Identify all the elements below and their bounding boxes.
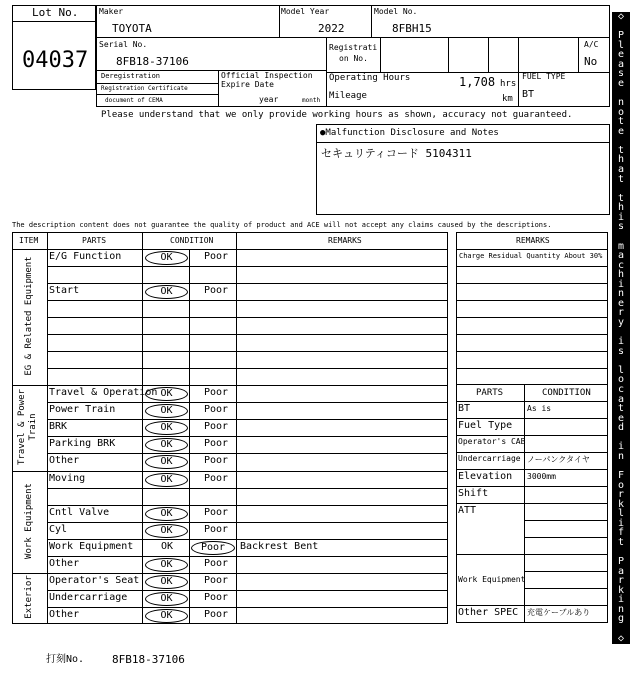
side-notice-char: k xyxy=(617,584,625,596)
parts-row-condition: ノーパンクタイヤ xyxy=(527,455,590,465)
registration-certificate-label: Registration Certificate xyxy=(101,85,188,92)
serial-label: Serial No. xyxy=(99,40,148,49)
poor-option[interactable]: Poor xyxy=(204,251,229,262)
poor-option[interactable]: Poor xyxy=(204,421,229,433)
section-exterior: Exterior xyxy=(24,575,34,619)
hrs-label: hrs xyxy=(500,79,517,89)
header-item: ITEM xyxy=(19,236,39,245)
poor-option[interactable]: Poor xyxy=(191,541,235,555)
side-notice-char: o xyxy=(617,479,625,491)
year-label: year xyxy=(259,95,279,104)
ok-option[interactable]: OK xyxy=(145,438,188,452)
side-notice-char: f xyxy=(617,527,625,539)
ok-option[interactable]: OK xyxy=(145,575,188,589)
side-notice-char: t xyxy=(617,173,625,185)
model-no-label: Model No. xyxy=(374,7,418,16)
ok-option[interactable]: OK xyxy=(145,609,188,623)
parts-row-part: Undercarriage xyxy=(458,454,521,464)
side-notice-char: r xyxy=(617,489,625,501)
row-part: Moving xyxy=(49,472,86,484)
row-part: Power Train xyxy=(49,404,116,416)
side-notice-char: r xyxy=(617,307,625,319)
side-notice-char: a xyxy=(617,250,625,262)
footer-label: 打刻No. xyxy=(46,654,85,665)
side-notice-char: n xyxy=(617,450,625,462)
side-notice-char: e xyxy=(617,77,625,89)
side-notice-char: a xyxy=(617,164,625,175)
poor-option[interactable]: Poor xyxy=(204,455,229,467)
poor-option[interactable]: Poor xyxy=(204,591,229,603)
mileage-label: Mileage xyxy=(329,91,367,101)
lot-label: Lot No. xyxy=(32,6,79,19)
side-notice-char: i xyxy=(617,278,625,290)
side-notice-char: t xyxy=(617,536,625,548)
maker-value: TOYOTA xyxy=(112,22,152,35)
parts-row-part: BT xyxy=(458,403,471,414)
official-inspection-label-2: Expire Date xyxy=(221,80,274,89)
maker-label: Maker xyxy=(99,7,124,16)
right-condition-header: CONDITION xyxy=(542,388,591,398)
poor-option[interactable]: Poor xyxy=(204,438,229,450)
ok-option[interactable]: OK xyxy=(145,251,188,265)
side-notice-char: o xyxy=(617,374,625,386)
ok-option[interactable]: OK xyxy=(145,285,188,299)
header-condition: CONDITION xyxy=(170,236,214,245)
side-notice-char: k xyxy=(617,498,625,510)
side-notice-char: i xyxy=(617,336,625,348)
parts-row-part: Operator's CAB xyxy=(458,437,526,447)
hours-notice: Please understand that we only provide working hours as shown, accuracy not guaranteed. xyxy=(101,110,573,120)
side-notice-char: h xyxy=(617,202,625,214)
lot-number: 04037 xyxy=(22,48,89,73)
side-notice-char: n xyxy=(617,603,625,615)
side-notice-char: g xyxy=(617,613,625,625)
side-notice-char: t xyxy=(617,116,625,128)
footer-value: 8FB18-37106 xyxy=(112,653,185,666)
model-year-label: Model Year xyxy=(281,7,330,16)
ok-option[interactable]: OK xyxy=(145,387,188,401)
serial-value: 8FB18-37106 xyxy=(116,55,189,68)
row-part: Work Equipment xyxy=(49,540,134,552)
side-notice-char: e xyxy=(617,49,625,61)
operating-hours-label: Operating Hours xyxy=(329,73,411,83)
section-eg: EG & Related Equipment xyxy=(24,256,34,376)
poor-option[interactable]: Poor xyxy=(204,387,229,399)
side-notice-char: r xyxy=(617,575,625,587)
disclaimer: The description content does not guarantee the quality of product and ACE will not accept any claims caused by the descriptions. xyxy=(12,221,552,229)
ok-option[interactable]: OK xyxy=(145,404,188,418)
side-notice-char: c xyxy=(617,383,625,395)
parts-row-condition: 充電ケーブルあり xyxy=(527,608,591,618)
model-year-value: 2022 xyxy=(318,22,345,35)
poor-option[interactable]: Poor xyxy=(204,472,229,484)
side-notice-char: h xyxy=(617,269,625,281)
ok-option[interactable]: OK xyxy=(145,524,188,538)
km-label: km xyxy=(502,94,513,104)
side-notice-char: F xyxy=(617,470,625,481)
parts-row-part: Other SPEC xyxy=(458,607,519,619)
side-notice-char: i xyxy=(617,594,625,606)
ok-option[interactable]: OK xyxy=(145,558,188,572)
row-part: Other xyxy=(49,608,80,620)
row-part: Start xyxy=(49,285,80,297)
side-notice-char: l xyxy=(617,508,625,520)
side-notice-char: ◇ xyxy=(617,12,625,22)
section-travel-1: Travel & Power xyxy=(17,388,27,465)
side-notice-char: m xyxy=(617,240,625,252)
side-notice-char: n xyxy=(617,288,625,300)
right-parts-header: PARTS xyxy=(476,388,504,398)
row-part: Other xyxy=(49,557,80,569)
row-part: Travel & Operation xyxy=(49,387,158,399)
row-part: Cyl xyxy=(49,523,68,535)
ok-option[interactable]: OK xyxy=(161,540,174,552)
row-part: BRK xyxy=(49,421,68,433)
registration-label-1: Registrati xyxy=(329,43,378,52)
month-label: month xyxy=(302,97,321,104)
side-notice-char: s xyxy=(617,345,625,357)
right-remarks-first: Charge Residual Quantity About 30% xyxy=(459,252,603,260)
side-notice-char: l xyxy=(617,39,625,51)
side-notice-char: P xyxy=(617,556,625,568)
section-work: Work Equipment xyxy=(24,482,34,559)
poor-option[interactable]: Poor xyxy=(204,608,229,620)
row-remark: Backrest Bent xyxy=(240,540,319,552)
side-notice-char: e xyxy=(617,412,625,424)
side-notice-char: a xyxy=(617,565,625,577)
ok-option[interactable]: OK xyxy=(145,473,188,487)
row-part: Parking BRK xyxy=(49,438,116,450)
fuel-type-label: FUEL TYPE xyxy=(522,72,566,81)
right-remarks-header: REMARKS xyxy=(516,236,550,245)
side-notice-char: P xyxy=(617,30,625,42)
side-notice-char: y xyxy=(617,317,625,328)
parts-row-part: Elevation xyxy=(458,471,513,483)
ac-label: A/C xyxy=(584,40,599,49)
poor-option[interactable]: Poor xyxy=(204,404,229,416)
ok-option[interactable]: OK xyxy=(145,507,188,521)
side-notice-char: ◇ xyxy=(617,632,625,644)
row-part: Operator's Seat xyxy=(49,574,140,586)
row-part: E/G Function xyxy=(49,251,122,262)
section-travel-2: Train xyxy=(28,413,38,441)
model-no-value: 8FBH15 xyxy=(392,22,432,35)
side-notice-char: o xyxy=(617,106,625,118)
poor-option[interactable]: Poor xyxy=(204,506,229,518)
ok-option[interactable]: OK xyxy=(145,455,188,469)
parts-row-part: Work Equipment xyxy=(458,574,526,584)
row-part: Undercarriage xyxy=(49,591,128,603)
side-notice-char: e xyxy=(617,125,625,137)
deregistration-label: Deregistration xyxy=(101,72,161,80)
side-notice-char: t xyxy=(617,403,625,415)
official-inspection-label-1: Official Inspection xyxy=(221,71,313,80)
side-notice-char: d xyxy=(617,422,625,434)
side-notice-char: l xyxy=(617,364,625,376)
side-notice-char: c xyxy=(617,259,625,271)
ac-value: No xyxy=(584,55,598,68)
header-remarks: REMARKS xyxy=(328,236,362,245)
side-notice-char: e xyxy=(617,297,625,309)
side-notice-char: s xyxy=(617,68,625,80)
poor-option[interactable]: Poor xyxy=(204,557,229,569)
parts-row-part: Shift xyxy=(458,488,489,500)
row-part: Other xyxy=(49,455,80,467)
parts-row-part: Fuel Type xyxy=(458,420,513,432)
side-notice-char: s xyxy=(617,221,625,233)
malfunction-title: ●Malfunction Disclosure and Notes xyxy=(320,128,499,138)
parts-row-condition: 3000mm xyxy=(527,472,556,482)
registration-label-2: on No. xyxy=(339,54,368,63)
side-notice-char: i xyxy=(617,517,625,529)
side-notice-char: a xyxy=(617,393,625,405)
side-notice-char: n xyxy=(617,97,625,109)
ok-option[interactable]: OK xyxy=(145,592,188,606)
side-notice-char: h xyxy=(617,154,625,166)
malfunction-text: セキュリティコード 5104311 xyxy=(321,147,472,160)
ok-option[interactable]: OK xyxy=(145,421,188,435)
fuel-type-value: BT xyxy=(522,89,535,100)
side-notice-char: a xyxy=(617,58,625,70)
parts-row-condition: As is xyxy=(527,404,552,413)
header-parts: PARTS xyxy=(82,236,107,245)
side-notice xyxy=(612,12,630,644)
side-notice-char: t xyxy=(617,144,625,156)
side-notice-char: t xyxy=(617,192,625,204)
poor-option[interactable]: Poor xyxy=(204,574,229,586)
poor-option[interactable]: Poor xyxy=(204,285,229,297)
parts-row-part: ATT xyxy=(458,505,477,517)
poor-option[interactable]: Poor xyxy=(204,523,229,535)
side-notice-char: i xyxy=(617,441,625,453)
side-notice-char: i xyxy=(617,211,625,223)
cema-label: document of CEMA xyxy=(105,97,163,104)
operating-hours-value: 1,708 xyxy=(459,75,496,89)
row-part: Cntl Valve xyxy=(49,506,110,518)
